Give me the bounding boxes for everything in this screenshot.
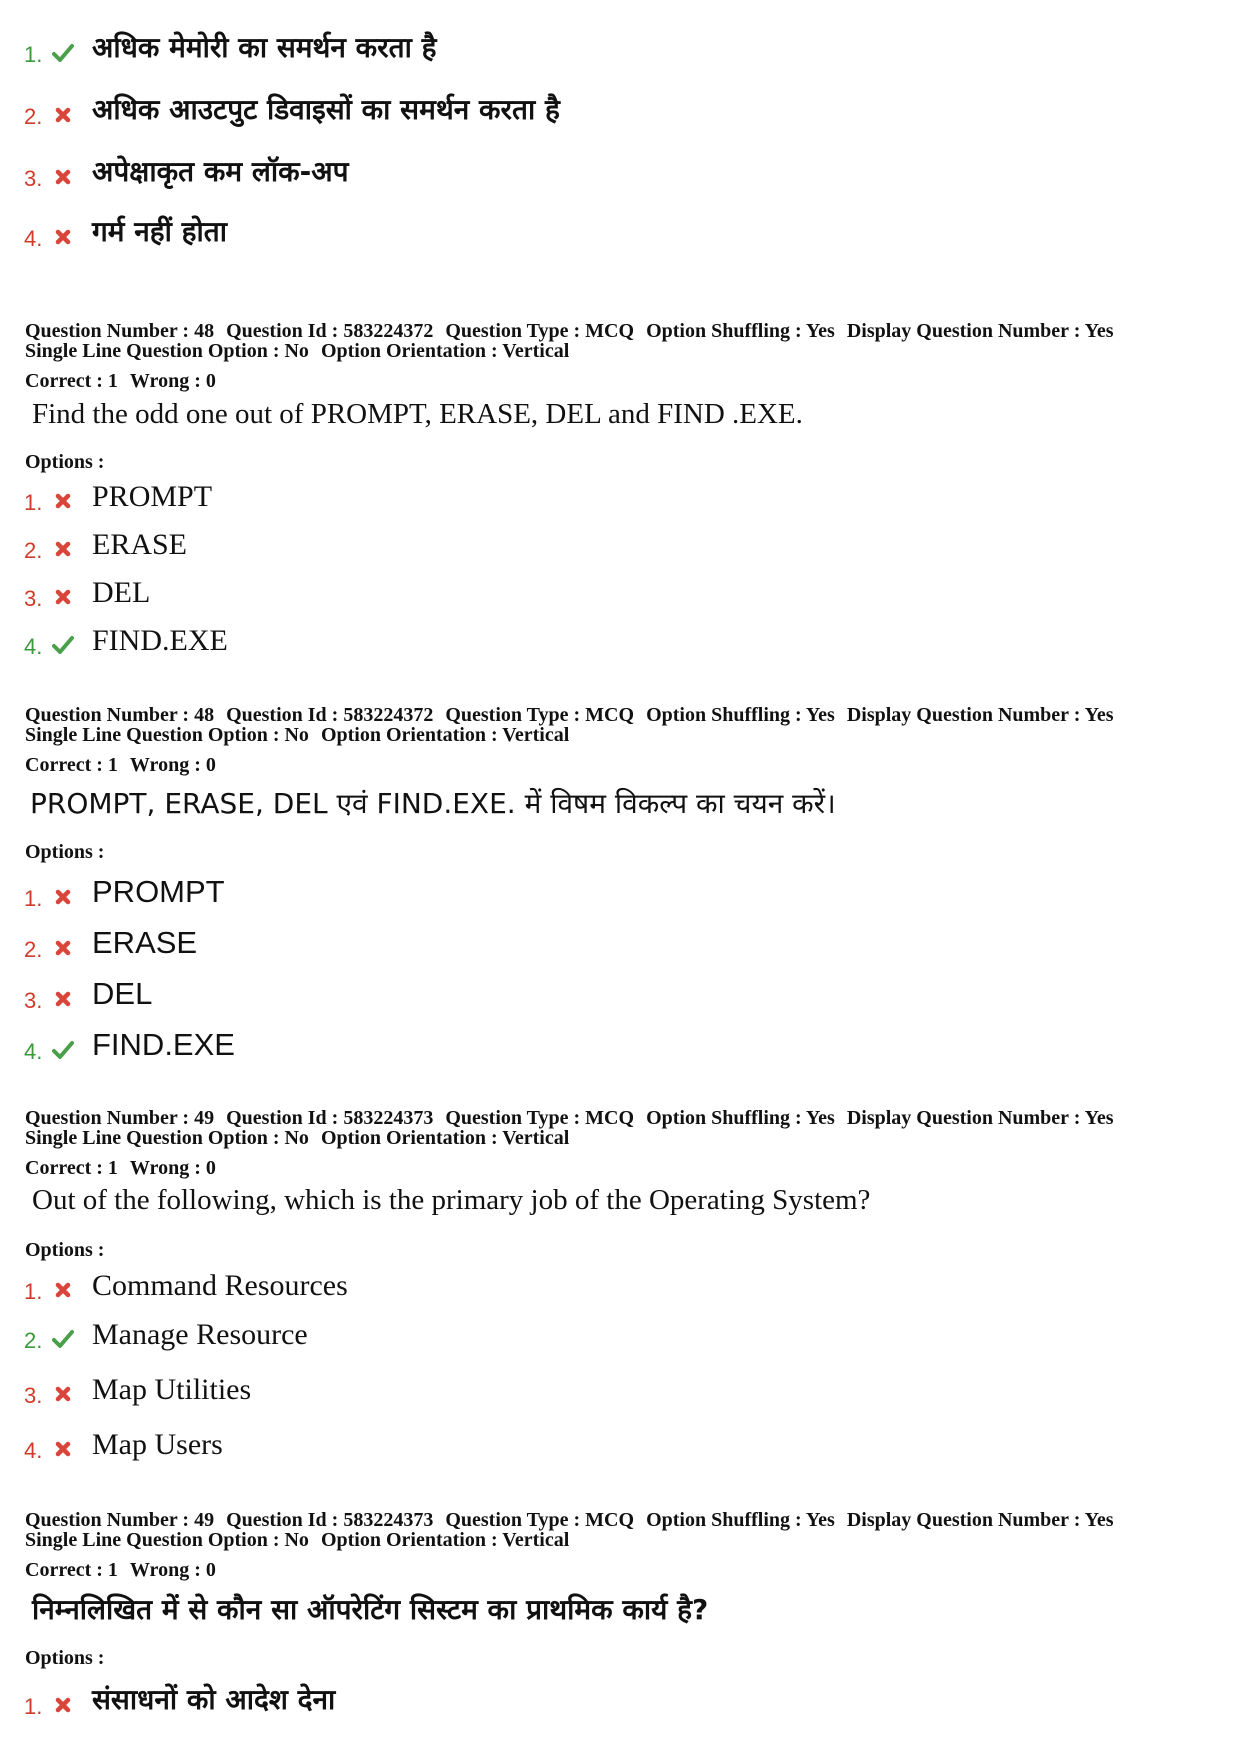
option-text: Manage Resource xyxy=(92,1318,308,1351)
option-mark-icon xyxy=(52,1039,74,1061)
correct-score: Correct : 1 xyxy=(25,1157,118,1179)
option-row xyxy=(24,518,1204,570)
options-label: Options : xyxy=(25,1239,105,1261)
question-id: Question Id : 583224372 xyxy=(226,320,434,342)
option-mark-icon xyxy=(52,886,74,908)
option-text: संसाधनों को आदेश देना xyxy=(92,1683,336,1716)
cross-icon xyxy=(52,538,74,560)
option-mark-icon xyxy=(52,1383,74,1405)
question-meta-line-1 xyxy=(25,321,1114,341)
option-mark-icon xyxy=(52,104,74,126)
display-question-number: Display Question Number : Yes xyxy=(846,1107,1114,1129)
option-text: अधिक आउटपुट डिवाइसों का समर्थन करता है xyxy=(92,93,560,126)
correct-score: Correct : 1 xyxy=(25,754,118,776)
score-line xyxy=(25,1560,216,1580)
option-mark-icon xyxy=(52,1328,74,1350)
option-number: 3. xyxy=(24,586,43,611)
options-label: Options : xyxy=(25,1647,105,1669)
option-row xyxy=(24,866,1204,918)
wrong-score: Wrong : 0 xyxy=(129,1559,216,1581)
question-meta-line-2 xyxy=(25,725,569,745)
question-type: Question Type : MCQ xyxy=(445,320,635,342)
wrong-score: Wrong : 0 xyxy=(129,1157,216,1179)
question-meta-line-1 xyxy=(25,1108,1114,1128)
question-id: Question Id : 583224372 xyxy=(226,704,434,726)
cross-icon xyxy=(52,1438,74,1460)
option-mark-icon xyxy=(52,988,74,1010)
check-icon xyxy=(52,1328,74,1350)
score-line xyxy=(25,755,216,775)
option-row xyxy=(24,1418,1204,1470)
option-mark-icon xyxy=(52,226,74,248)
question-meta-line-2 xyxy=(25,1530,569,1550)
cross-icon xyxy=(52,226,74,248)
option-shuffling: Option Shuffling : Yes xyxy=(646,320,835,342)
option-number: 4. xyxy=(24,226,43,251)
cross-icon xyxy=(52,988,74,1010)
cross-icon xyxy=(52,1694,74,1716)
option-number: 4. xyxy=(24,634,43,659)
check-icon xyxy=(52,634,74,656)
check-icon xyxy=(52,1039,74,1061)
question-number: Question Number : 48 xyxy=(25,320,215,342)
option-text: गर्म नहीं होता xyxy=(92,215,227,248)
option-text: अधिक मेमोरी का समर्थन करता है xyxy=(92,31,437,64)
option-mark-icon xyxy=(52,1438,74,1460)
single-line-option: Single Line Question Option : No xyxy=(25,1127,309,1149)
option-orientation: Option Orientation : Vertical xyxy=(320,724,570,746)
option-number: 4. xyxy=(24,1438,43,1463)
option-row xyxy=(24,1259,1204,1311)
cross-icon xyxy=(52,490,74,512)
option-text: ERASE xyxy=(92,528,188,561)
option-orientation: Option Orientation : Vertical xyxy=(320,340,570,362)
option-row xyxy=(24,84,1204,136)
option-text: Map Utilities xyxy=(92,1373,252,1406)
cross-icon xyxy=(52,104,74,126)
score-line xyxy=(25,1158,216,1178)
option-number: 2. xyxy=(24,538,43,563)
option-text: Map Users xyxy=(92,1428,223,1461)
question-number: Question Number : 48 xyxy=(25,704,215,726)
option-text: Command Resources xyxy=(92,1269,348,1302)
option-number: 1. xyxy=(24,490,43,515)
question-meta-line-2 xyxy=(25,1128,569,1148)
option-number: 3. xyxy=(24,988,43,1013)
option-text: FIND.EXE xyxy=(92,1027,235,1062)
question-type: Question Type : MCQ xyxy=(445,704,635,726)
option-shuffling: Option Shuffling : Yes xyxy=(646,1107,835,1129)
option-row xyxy=(24,470,1204,522)
option-mark-icon xyxy=(52,1279,74,1301)
correct-score: Correct : 1 xyxy=(25,370,118,392)
question-text: Find the odd one out of PROMPT, ERASE, DEL and FIND .EXE. xyxy=(32,398,803,430)
option-row xyxy=(24,1363,1204,1415)
option-mark-icon xyxy=(52,42,74,64)
option-number: 1. xyxy=(24,1279,43,1304)
option-number: 2. xyxy=(24,104,43,129)
option-row xyxy=(24,614,1204,666)
option-number: 4. xyxy=(24,1039,43,1064)
wrong-score: Wrong : 0 xyxy=(129,370,216,392)
option-mark-icon xyxy=(52,166,74,188)
option-text: अपेक्षाकृत कम लॉक-अप xyxy=(92,155,349,188)
option-mark-icon xyxy=(52,634,74,656)
cross-icon xyxy=(52,166,74,188)
option-mark-icon xyxy=(52,1694,74,1716)
question-id: Question Id : 583224373 xyxy=(226,1107,434,1129)
score-line xyxy=(25,371,216,391)
question-type: Question Type : MCQ xyxy=(445,1107,635,1129)
option-number: 2. xyxy=(24,937,43,962)
option-shuffling: Option Shuffling : Yes xyxy=(646,1509,835,1531)
option-mark-icon xyxy=(52,586,74,608)
option-row xyxy=(24,968,1204,1020)
option-text: FIND.EXE xyxy=(92,624,228,657)
options-label: Options : xyxy=(25,841,105,863)
option-row xyxy=(24,1308,1204,1360)
display-question-number: Display Question Number : Yes xyxy=(846,704,1114,726)
option-orientation: Option Orientation : Vertical xyxy=(320,1127,570,1149)
question-text: निम्नलिखित में से कौन सा ऑपरेटिंग सिस्टम का प्राथमिक कार्य है? xyxy=(32,1593,709,1626)
display-question-number: Display Question Number : Yes xyxy=(846,1509,1114,1531)
cross-icon xyxy=(52,1279,74,1301)
option-mark-icon xyxy=(52,538,74,560)
cross-icon xyxy=(52,586,74,608)
question-number: Question Number : 49 xyxy=(25,1509,215,1531)
option-row xyxy=(24,917,1204,969)
check-icon xyxy=(52,42,74,64)
question-number: Question Number : 49 xyxy=(25,1107,215,1129)
option-row xyxy=(24,206,1204,258)
option-text: PROMPT xyxy=(92,480,213,513)
option-mark-icon xyxy=(52,937,74,959)
option-text: DEL xyxy=(92,976,153,1011)
option-mark-icon xyxy=(52,490,74,512)
option-row xyxy=(24,22,1204,74)
option-row xyxy=(24,146,1204,198)
option-number: 1. xyxy=(24,1694,43,1719)
question-text: Out of the following, which is the primary job of the Operating System? xyxy=(32,1184,871,1216)
option-orientation: Option Orientation : Vertical xyxy=(320,1529,570,1551)
cross-icon xyxy=(52,1383,74,1405)
correct-score: Correct : 1 xyxy=(25,1559,118,1581)
option-row xyxy=(24,1674,1204,1726)
cross-icon xyxy=(52,937,74,959)
question-id: Question Id : 583224373 xyxy=(226,1509,434,1531)
question-meta-line-1 xyxy=(25,1510,1114,1530)
option-row xyxy=(24,566,1204,618)
single-line-option: Single Line Question Option : No xyxy=(25,724,309,746)
option-number: 3. xyxy=(24,166,43,191)
option-row xyxy=(24,1019,1204,1071)
option-shuffling: Option Shuffling : Yes xyxy=(646,704,835,726)
display-question-number: Display Question Number : Yes xyxy=(846,320,1114,342)
options-label: Options : xyxy=(25,451,105,473)
single-line-option: Single Line Question Option : No xyxy=(25,1529,309,1551)
question-text: PROMPT, ERASE, DEL एवं FIND.EXE. में विषम विकल्प का चयन करें। xyxy=(30,787,836,820)
option-text: DEL xyxy=(92,576,151,609)
wrong-score: Wrong : 0 xyxy=(129,754,216,776)
question-meta-line-1 xyxy=(25,705,1114,725)
question-meta-line-2 xyxy=(25,341,569,361)
option-number: 3. xyxy=(24,1383,43,1408)
question-type: Question Type : MCQ xyxy=(445,1509,635,1531)
option-number: 2. xyxy=(24,1328,43,1353)
option-text: PROMPT xyxy=(92,874,225,909)
option-number: 1. xyxy=(24,886,43,911)
option-number: 1. xyxy=(24,42,43,67)
cross-icon xyxy=(52,886,74,908)
single-line-option: Single Line Question Option : No xyxy=(25,340,309,362)
option-text: ERASE xyxy=(92,925,198,960)
